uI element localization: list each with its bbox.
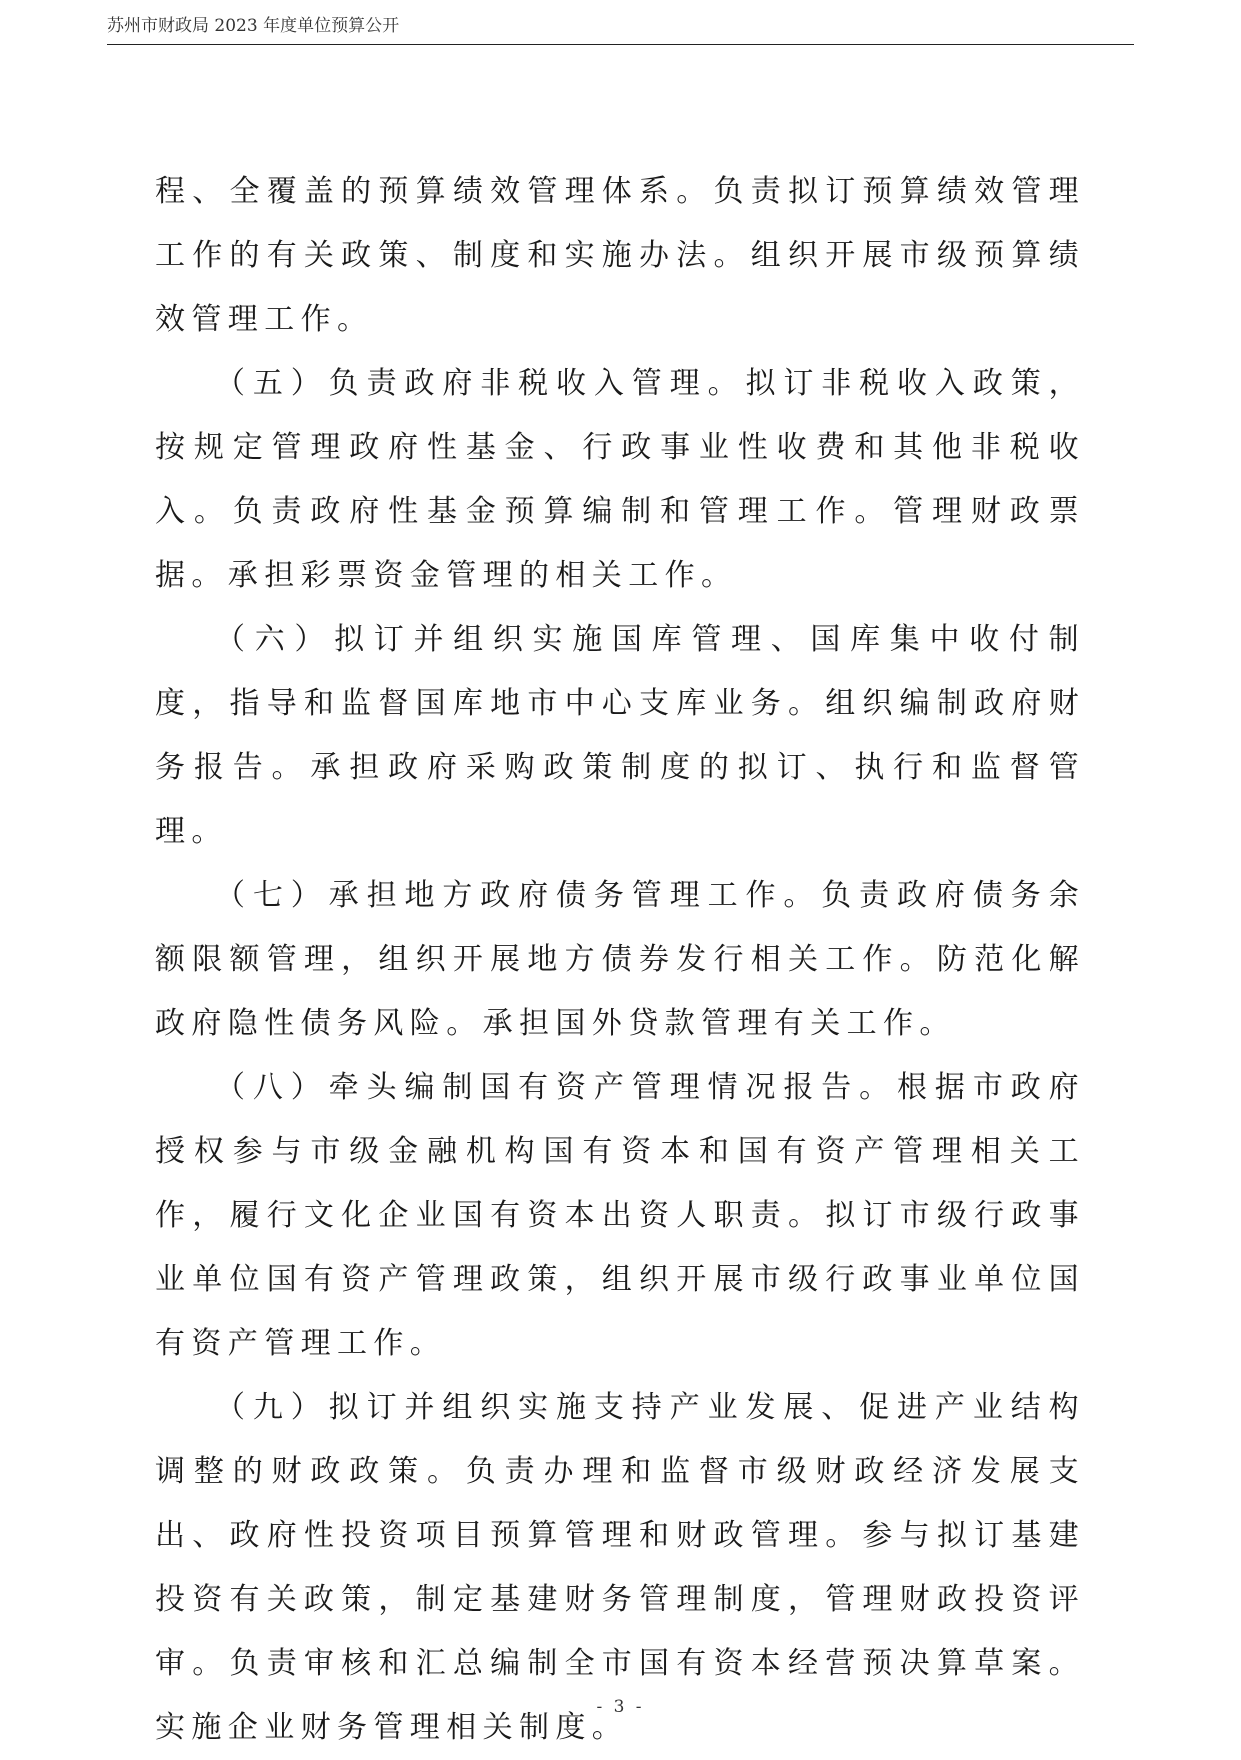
paragraph-item-6: （六）拟订并组织实施国库管理、国库集中收付制度，指导和监督国库地市中心支库业务。组织编制政府财务报告。承担政府采购政策制度的拟订、执行和监督管理。: [155, 622, 1085, 849]
paragraph-item-5: （五）负责政府非税收入管理。拟订非税收入政策，按规定管理政府性基金、行政事业性收费和其他非税收入。负责政府性基金预算编制和管理工作。管理财政票据。承担彩票资金管理的相关工作。: [155, 366, 1085, 593]
paragraph-continuation: 程、全覆盖的预算绩效管理体系。负责拟订预算绩效管理工作的有关政策、制度和实施办法。组织开展市级预算绩效管理工作。: [155, 174, 1085, 337]
paragraph-item-7: （七）承担地方政府债务管理工作。负责政府债务余额限额管理，组织开展地方债券发行相关工作。防范化解政府隐性债务风险。承担国外贷款管理有关工作。: [155, 878, 1085, 1041]
document-body: [155, 160, 1085, 1760]
paragraph-item-8: （八）牵头编制国有资产管理情况报告。根据市政府授权参与市级金融机构国有资本和国有资产管理相关工作，履行文化企业国有资本出资人职责。拟订市级行政事业单位国有资产管理政策，组织开展市级行政事业单位国有资产管理工作。: [155, 1070, 1085, 1361]
paragraph-item-9: （九）拟订并组织实施支持产业发展、促进产业结构调整的财政政策。负责办理和监督市级财政经济发展支出、政府性投资项目预算管理和财政管理。参与拟订基建投资有关政策，制定基建财务管理制度，管理财政投资评审。负责审核和汇总编制全市国有资本经营预决算草案。实施企业财务管理相关制度。: [155, 1390, 1085, 1745]
header-title: 苏州市财政局 2023 年度单位预算公开: [107, 16, 400, 36]
page-number: - 3 -: [596, 1697, 645, 1717]
running-header: [107, 14, 1134, 45]
